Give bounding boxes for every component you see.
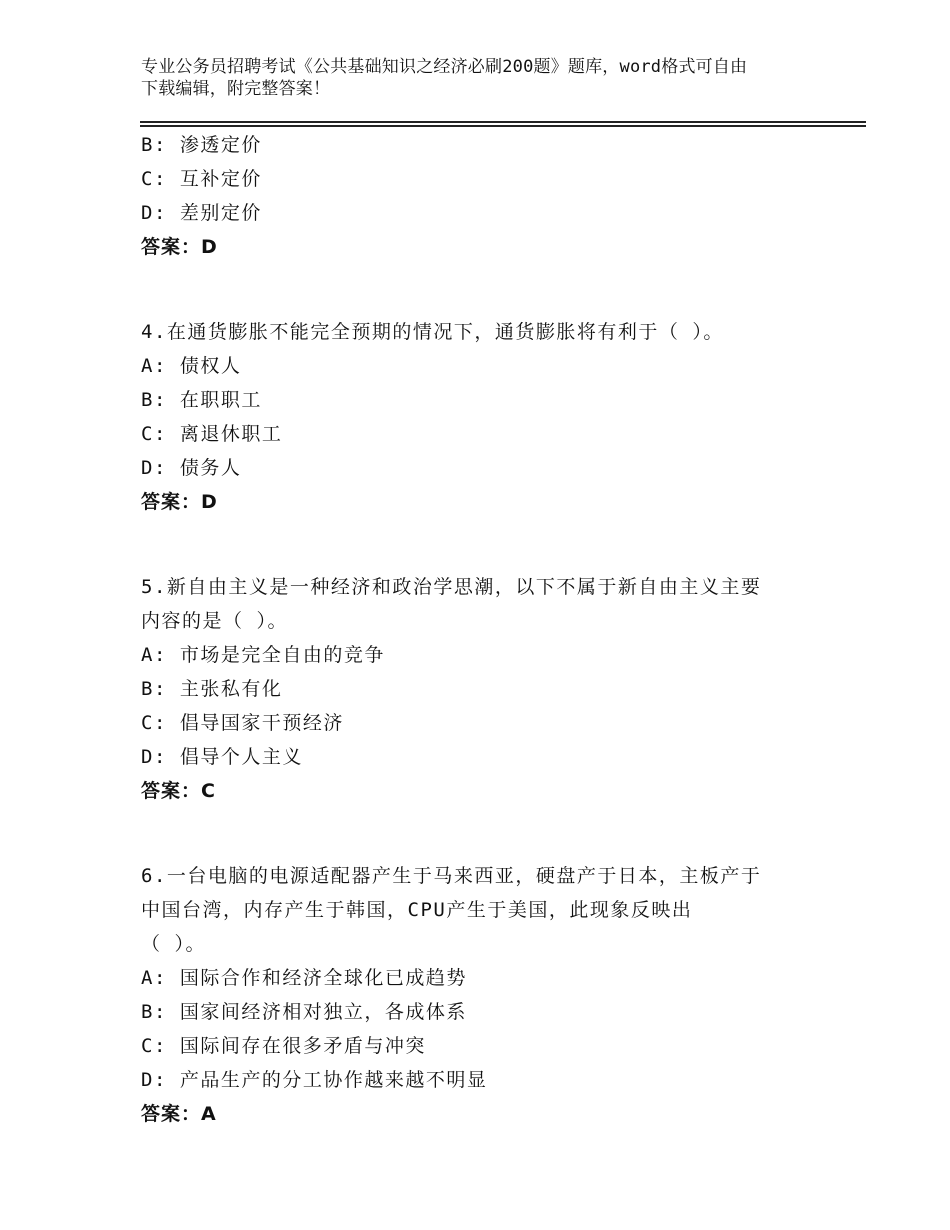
question-stem: 4.在通货膨胀不能完全预期的情况下，通货膨胀将有利于（ ）。 — [141, 321, 724, 343]
option-d: D: 倡导个人主义 — [141, 746, 303, 768]
option-b: B: 国家间经济相对独立，各成体系 — [141, 1001, 467, 1023]
option-b: B: 主张私有化 — [141, 678, 283, 700]
header-line-2: 下载编辑，附完整答案！ — [141, 79, 331, 99]
option-a: A: 市场是完全自由的竞争 — [141, 644, 385, 666]
header-rule-top — [140, 121, 866, 123]
question-stem: （ ）。 — [141, 933, 206, 955]
question-stem: 6.一台电脑的电源适配器产生于马来西亚，硬盘产于日本，主板产于 — [141, 865, 762, 887]
question-stem: 5.新自由主义是一种经济和政治学思潮，以下不属于新自由主义主要 — [141, 576, 762, 598]
option-c: C: 互补定价 — [141, 168, 262, 190]
answer-line: 答案：C — [141, 780, 216, 802]
option-c: C: 离退休职工 — [141, 423, 283, 445]
answer-line: 答案：D — [141, 491, 218, 513]
option-c: C: 国际间存在很多矛盾与冲突 — [141, 1035, 426, 1057]
header-line-1: 专业公务员招聘考试《公共基础知识之经济必刷200题》题库，word格式可自由 — [141, 57, 748, 77]
question-block-4 — [141, 315, 821, 519]
question-stem: 内容的是（ ）。 — [141, 610, 288, 632]
answer-line: 答案：A — [141, 1103, 217, 1125]
question-block-6 — [141, 859, 821, 1131]
option-b: B: 渗透定价 — [141, 134, 262, 156]
option-b: B: 在职职工 — [141, 389, 262, 411]
question-stem: 中国台湾，内存产生于韩国，CPU产生于美国，此现象反映出 — [141, 899, 693, 921]
answer-line: 答案：D — [141, 236, 218, 258]
option-c: C: 倡导国家干预经济 — [141, 712, 344, 734]
question-list — [141, 128, 821, 1131]
option-a: A: 国际合作和经济全球化已成趋势 — [141, 967, 467, 989]
option-d: D: 产品生产的分工协作越来越不明显 — [141, 1069, 488, 1091]
question-block-partial — [141, 128, 821, 264]
option-d: D: 债务人 — [141, 457, 242, 479]
header-rule-bottom — [140, 125, 866, 127]
option-a: A: 债权人 — [141, 355, 242, 377]
document-header — [141, 56, 811, 100]
option-d: D: 差别定价 — [141, 202, 262, 224]
question-block-5 — [141, 570, 821, 808]
